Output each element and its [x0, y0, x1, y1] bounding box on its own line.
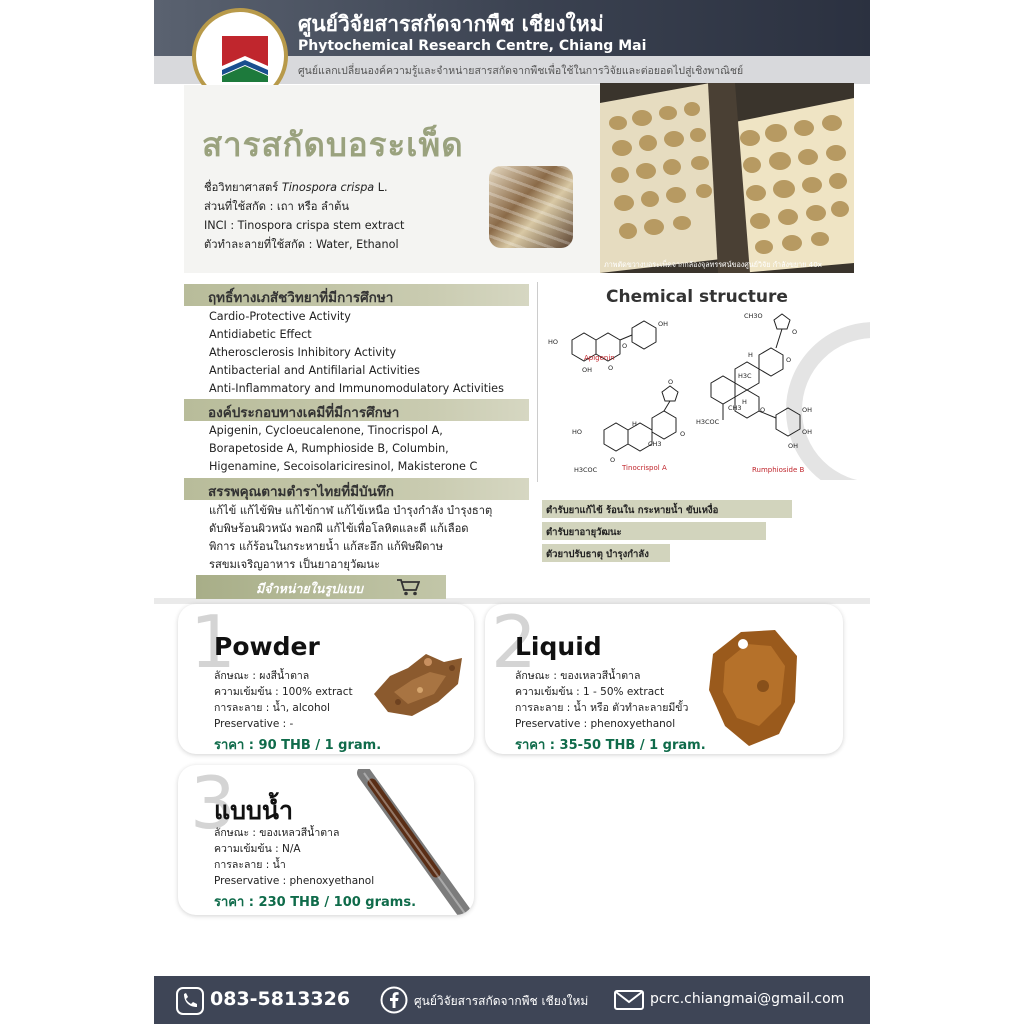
footer-facebook: ศูนย์วิจัยสารสกัดจากพืช เชียงใหม่ — [414, 994, 589, 1008]
list-item: Borapetoside A, Rumphioside B, Columbin, — [209, 442, 449, 455]
liquid-photo — [703, 626, 803, 750]
shopping-cart-icon — [396, 578, 420, 596]
logo-mark-icon — [222, 36, 268, 82]
list-item: Cardio-Protective Activity — [209, 310, 351, 323]
list-item: Atherosclerosis Inhibitory Activity — [209, 346, 397, 359]
pharmacology-list — [209, 308, 504, 398]
card-title: แบบน้ำ — [214, 796, 293, 825]
powder-photo — [368, 632, 468, 732]
card-specs — [515, 668, 688, 732]
list-item: Antidiabetic Effect — [209, 328, 312, 341]
footer-email: pcrc.chiangmai@gmail.com — [650, 991, 845, 1007]
thai-medicine-heading: สรรพคุณตามตำราไทยที่มีบันทึก — [208, 484, 394, 500]
chemical-structure-title: Chemical structure — [606, 287, 788, 307]
spec-line: ความเข้มข้น : 1 - 50% extract — [515, 686, 665, 698]
atom-label: CH3 — [648, 440, 662, 448]
atom-label: OH — [788, 442, 799, 450]
spec-line: Preservative : phenoxyethanol — [214, 875, 375, 887]
microscope-cells-icon — [600, 83, 854, 273]
spec-line: ความเข้มข้น : N/A — [214, 843, 301, 855]
card-number: 2 — [491, 604, 537, 684]
compound-label-apigenin: Apigenin — [584, 354, 615, 362]
spec-line: ลักษณะ : ของเหลวสีน้ำตาล — [515, 670, 641, 682]
microscope-photo — [600, 83, 854, 273]
atom-label: H3C — [738, 372, 752, 380]
product-info — [204, 178, 404, 254]
header-subtitle: ศูนย์แลกเปลี่ยนองค์ความรู้และจำหน่ายสารสกัดจากพืชเพื่อใช้ในการวิจัยและต่อยอดไปสู่เชิงพาณิชย์ — [298, 65, 744, 77]
footer — [154, 976, 870, 1024]
use-label: ตำรับยาแก้ไข้ ร้อนใน กระหายน้ำ ขับเหงื่อ — [546, 505, 719, 516]
card-specs — [214, 825, 374, 889]
atom-label: HO — [572, 428, 583, 436]
list-item: Antibacterial and Antifilarial Activities — [209, 364, 420, 377]
product-card-powder — [178, 604, 474, 754]
atom-label: O — [622, 342, 628, 350]
thai-medicine-heading-bar — [184, 478, 529, 500]
poster — [154, 0, 870, 1024]
atom-label: O — [760, 406, 766, 414]
thai-medicine-list — [209, 502, 492, 574]
scientific-name: Tinospora crispa — [281, 181, 375, 194]
atom-label: H3COC — [696, 418, 720, 426]
spec-line: การละลาย : น้ำ หรือ ตัวทำละลายมีขั้ว — [515, 702, 689, 714]
use-bar — [542, 544, 670, 562]
card-price: ราคา : 230 THB / 100 grams. — [214, 895, 417, 910]
part-used: ส่วนที่ใช้สกัด : เถา หรือ ลำต้น — [204, 200, 350, 213]
list-item: พิการ แก้ร้อนในกระหายน้ำ แก้สะอึก แก้พิษฝีดาษ — [209, 540, 444, 553]
card-number: 1 — [190, 604, 236, 684]
atom-label: H — [742, 398, 747, 406]
atom-label: H — [632, 420, 637, 428]
card-price: ราคา : 35-50 THB / 1 gram. — [515, 738, 706, 753]
atom-label: O — [610, 456, 616, 464]
atom-label: OH — [658, 320, 669, 328]
footer-phone: 083-5813326 — [210, 988, 351, 1010]
list-item: รสขมเจริญอาหาร เป็นยาอายุวัฒนะ — [209, 558, 381, 571]
spec-line: Preservative : phenoxyethanol — [515, 718, 676, 730]
atom-label: CH3 — [728, 404, 742, 412]
chemistry-heading-bar — [184, 399, 529, 421]
product-card-liquid — [485, 604, 843, 754]
header-title-english: Phytochemical Research Centre, Chiang Mai — [298, 38, 647, 54]
product-title: สารสกัดบอระเพ็ด — [202, 125, 464, 164]
water-extract-vial-photo — [354, 769, 474, 915]
atom-label: HO — [548, 338, 559, 346]
list-item: Higenamine, Secoisolariciresinol, Makisterone C — [209, 460, 478, 473]
atom-label: H — [748, 351, 753, 359]
email-icon — [614, 990, 644, 1010]
available-forms-label: มีจำหน่ายในรูปแบบ — [256, 581, 363, 596]
inci-name: INCI : Tinospora crispa stem extract — [204, 219, 405, 232]
phone-icon — [176, 987, 204, 1015]
chemistry-list — [209, 422, 477, 476]
atom-label: O — [792, 328, 798, 336]
compound-label-tinocrispol: Tinocrispol A — [622, 464, 667, 472]
extraction-solvent: ตัวทำละลายที่ใช้สกัด : Water, Ethanol — [204, 238, 399, 251]
column-divider — [537, 282, 538, 482]
atom-label: O — [668, 378, 674, 386]
card-title: Liquid — [515, 632, 602, 661]
card-specs — [214, 668, 353, 732]
scientific-name-label: ชื่อวิทยาศาสตร์ — [204, 181, 279, 194]
atom-label: O — [680, 430, 686, 438]
pharmacology-heading: ฤทธิ์ทางเภสัชวิทยาที่มีการศึกษา — [208, 290, 394, 306]
atom-label: OH — [802, 428, 813, 436]
scientific-name-line — [204, 178, 404, 197]
card-title: Powder — [214, 632, 320, 661]
compound-label-rumphioside: Rumphioside B — [752, 466, 805, 474]
stem-photo — [489, 166, 573, 248]
product-card-water — [178, 765, 474, 915]
chemistry-heading: องค์ประกอบทางเคมีที่มีการศึกษา — [208, 405, 400, 421]
chemical-structure-diagram — [544, 300, 870, 480]
facebook-icon — [380, 986, 408, 1014]
spec-line: ความเข้มข้น : 100% extract — [214, 686, 353, 698]
microscope-caption: ภาพตัดขวางบอระเพ็ดจากกล้องจุลทรรศน์ของศูนย์วิจัย กำลังขยาย 40x — [604, 260, 823, 269]
list-item: Apigenin, Cycloeucalenone, Tinocrispol A, — [209, 424, 443, 437]
spec-line: ลักษณะ : ผงสีน้ำตาล — [214, 670, 310, 682]
spec-line: Preservative : - — [214, 718, 294, 730]
use-label: ตัวยาปรับธาตุ บำรุงกำลัง — [546, 549, 649, 560]
list-item: ดับพิษร้อนผิวหนัง พอกฝี แก้ไข้เพื่อโลหิตและดี แก้เลือด — [209, 522, 469, 535]
header-title-thai: ศูนย์วิจัยสารสกัดจากพืช เชียงใหม่ — [298, 12, 604, 36]
atom-label: O — [608, 364, 614, 372]
atom-label: O — [786, 356, 792, 364]
scientific-name-author: L. — [377, 181, 388, 194]
atom-label: CH3O — [744, 312, 763, 320]
atom-label: OH — [582, 366, 593, 374]
list-item: แก้ไข้ แก้ไข้พิษ แก้ไข้กาฬ แก้ไข้เหนือ บำรุงกำลัง บำรุงธาตุ — [209, 504, 493, 517]
card-price: ราคา : 90 THB / 1 gram. — [214, 738, 382, 753]
list-item: Anti-Inflammatory and Immunomodulatory Activities — [209, 382, 504, 395]
use-bar — [542, 522, 766, 540]
available-forms-bar — [196, 575, 446, 599]
card-number: 3 — [190, 765, 236, 845]
spec-line: ลักษณะ : ของเหลวสีน้ำตาล — [214, 827, 340, 839]
pharmacology-heading-bar — [184, 284, 529, 306]
atom-label: OH — [802, 406, 813, 414]
use-label: ตำรับยาอายุวัฒนะ — [546, 527, 622, 538]
atom-label: H3COC — [574, 466, 598, 474]
spec-line: การละลาย : น้ำ — [214, 859, 286, 871]
use-bar — [542, 500, 792, 518]
spec-line: การละลาย : น้ำ, alcohol — [214, 702, 330, 714]
